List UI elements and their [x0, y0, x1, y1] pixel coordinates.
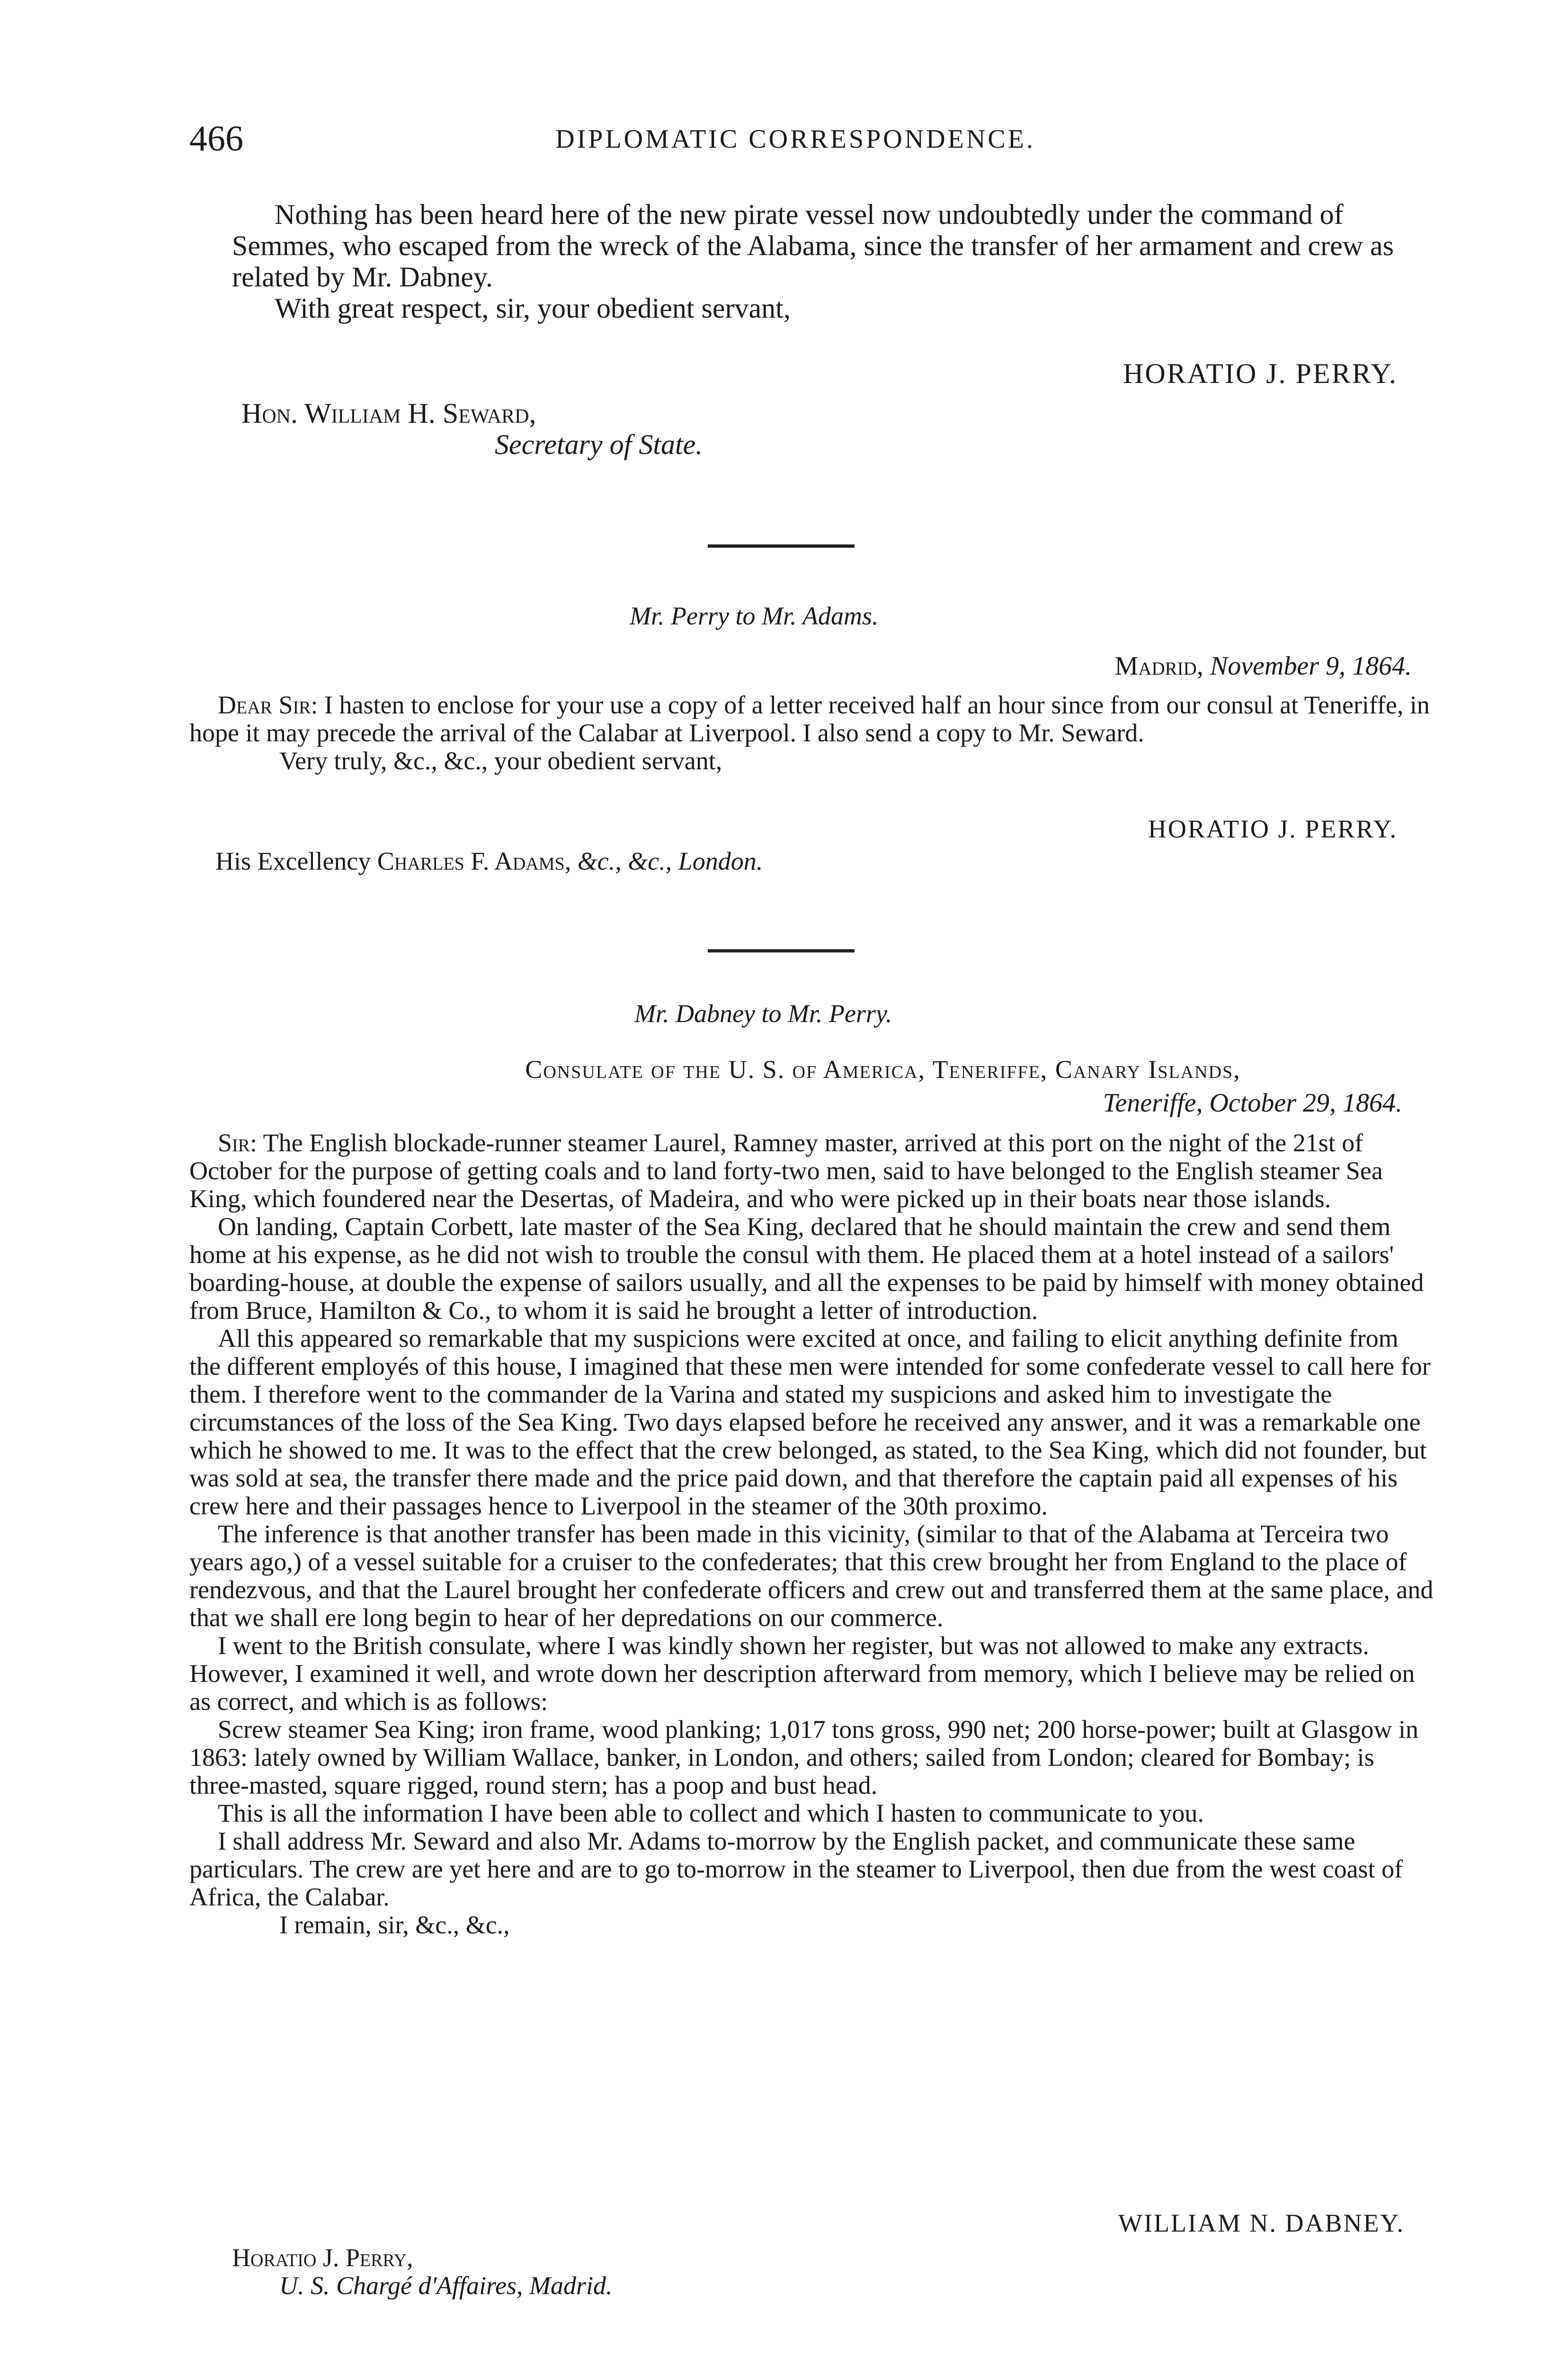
letter3-signature: WILLIAM N. DABNEY.: [1118, 2209, 1405, 2237]
running-title: DIPLOMATIC CORRESPONDENCE.: [555, 125, 1035, 154]
letter3-paragraph: I went to the British consulate, where I was kindly shown her register, but was not allowed to make any extracts. However, I examined it well, and wrote down her description afterward from memory, which I believe may be relied on as correct, and which is as follows:: [189, 1631, 1415, 1716]
letter1-addressee: [232, 398, 1084, 460]
letter3-paragraph: All this appeared so remarkable that my suspicions were excited at once, and failing to elicit anything definite from the different employés of this house, I imagined that these men were intended for some confederate vessel to call here for them. I therefore went to the commander de la Varina and stated my suspicions and asked him to investigate the circumstances of the loss of the Sea King. Two days elapsed before he received any answer, and it was a remarkable one which he showed to me. It was to the effect that the crew belonged, as stated, to the Sea King, which did not founder, but was sold at sea, the transfer there made and the price paid down, and that therefore the captain paid all expenses of his crew here and their passages hence to Liverpool in the steamer of the 30th proximo.: [189, 1324, 1431, 1520]
letter2-dateline: [1115, 651, 1412, 681]
letter3-paragraph: I shall address Mr. Seward and also Mr. Adams to-morrow by the English packet, and communicate these same particulars. The crew are yet here and are to go to-morrow in the steamer to Liverpool, then due from the west coast of Africa, the Calabar.: [189, 1827, 1403, 1911]
letter3-paragraph: The inference is that another transfer has been made in this vicinity, (similar to that of the Alabama at Terceira two years ago,) of a vessel suitable for a cruiser to the confederates; that this crew brought her from England to the place of rendezvous, and that the Laurel brought her confederate officers and crew out and transferred them at the same place, and that we shall ere long begin to hear of her depredations on our commerce.: [189, 1520, 1434, 1632]
letter1-addressee-title: Secretary of State.: [495, 429, 703, 460]
letter2-heading: Mr. Perry to Mr. Adams.: [630, 602, 879, 630]
letter3-body: [189, 1129, 1434, 1939]
letter1-body: [232, 199, 1434, 324]
letter2-paragraph: [189, 691, 1434, 747]
letter1-addressee-name: Hon. William H. Seward,: [241, 398, 536, 429]
letter1-paragraph: Nothing has been heard here of the new pirate vessel now undoubtedly under the command of Semmes, who escaped from the wreck of the Alabama, since the transfer of her armament and crew as related by Mr. Dabney.: [232, 199, 1394, 293]
letter3-paragraph: This is all the information I have been able to collect and which I hasten to communicate to you.: [218, 1799, 1204, 1827]
letter2-addressee: [215, 847, 1257, 875]
letter2-date: November 9, 1864.: [1210, 651, 1412, 681]
section-divider: [708, 544, 855, 548]
letter3-addressee-name: Horatio J. Perry,: [232, 2243, 413, 2272]
letter1-signature: HORATIO J. PERRY.: [1123, 358, 1398, 389]
letter3-paragraph: Sir: The English blockade-runner steamer Laurel, Ramney master, arrived at this port on the night of the 21st of October for the purpose of getting coals and to land forty-two men, said to have belonged to the English steamer Sea King, which foundered near the Desertas, of Madeira, and who were picked up in their boats near those islands.: [189, 1129, 1383, 1213]
letter3-addressee: [232, 2244, 1084, 2300]
running-header: [189, 118, 1401, 161]
letter1-closing: With great respect, sir, your obedient servant,: [275, 293, 791, 324]
letter3-paragraph: Screw steamer Sea King; iron frame, wood planking; 1,017 tons gross, 990 net; 200 horse-power; built at Glasgow in 1863: lately owned by William Wallace, banker, in London, and others; sailed from London; cleared for Bombay; is three-masted, square rigged, round stern; has a poop and bust head.: [189, 1715, 1419, 1799]
letter3-salutation: Sir:: [218, 1129, 258, 1157]
letter2-salutation: Dear Sir:: [218, 691, 318, 719]
letter3-closing: I remain, sir, &c., &c.,: [279, 1911, 510, 1939]
letter2-addressee-line: His Excellency Charles F. Adams, &c., &c., London.: [215, 847, 763, 875]
letter3-addressee-title: U. S. Chargé d'Affaires, Madrid.: [279, 2271, 613, 2300]
letter2-closing: Very truly, &c., &c., your obedient servant,: [279, 747, 722, 775]
letter2-place: Madrid,: [1114, 651, 1203, 681]
letter2-body: [189, 691, 1434, 775]
letter2-signature: HORATIO J. PERRY.: [1148, 815, 1398, 843]
letter2-text: I hasten to enclose for your use a copy of a letter received half an hour since from our consul at Teneriffe, in hope it may precede the arrival of the Calabar at Liverpool. I also send a copy to Mr. Seward.: [189, 691, 1430, 747]
letter3-paragraph: On landing, Captain Corbett, late master of the Sea King, declared that he should maintain the crew and send them home at his expense, as he did not wish to trouble the consul with them. He placed them at a hotel instead of a sailors' boarding-house, at double the expense of sailors usually, and all the expenses to be paid by himself with money obtained from Bruce, Hamilton & Co., to whom it is said he brought a letter of introduction.: [189, 1212, 1424, 1325]
letter3-origin: Consulate of the U. S. of America, Teneriffe, Canary Islands,: [525, 1055, 1241, 1084]
letter3-dateline: Teneriffe, October 29, 1864.: [1103, 1088, 1402, 1118]
section-divider: [708, 949, 855, 952]
letter3-heading: Mr. Dabney to Mr. Perry.: [634, 999, 892, 1028]
page-number: 466: [189, 119, 243, 159]
